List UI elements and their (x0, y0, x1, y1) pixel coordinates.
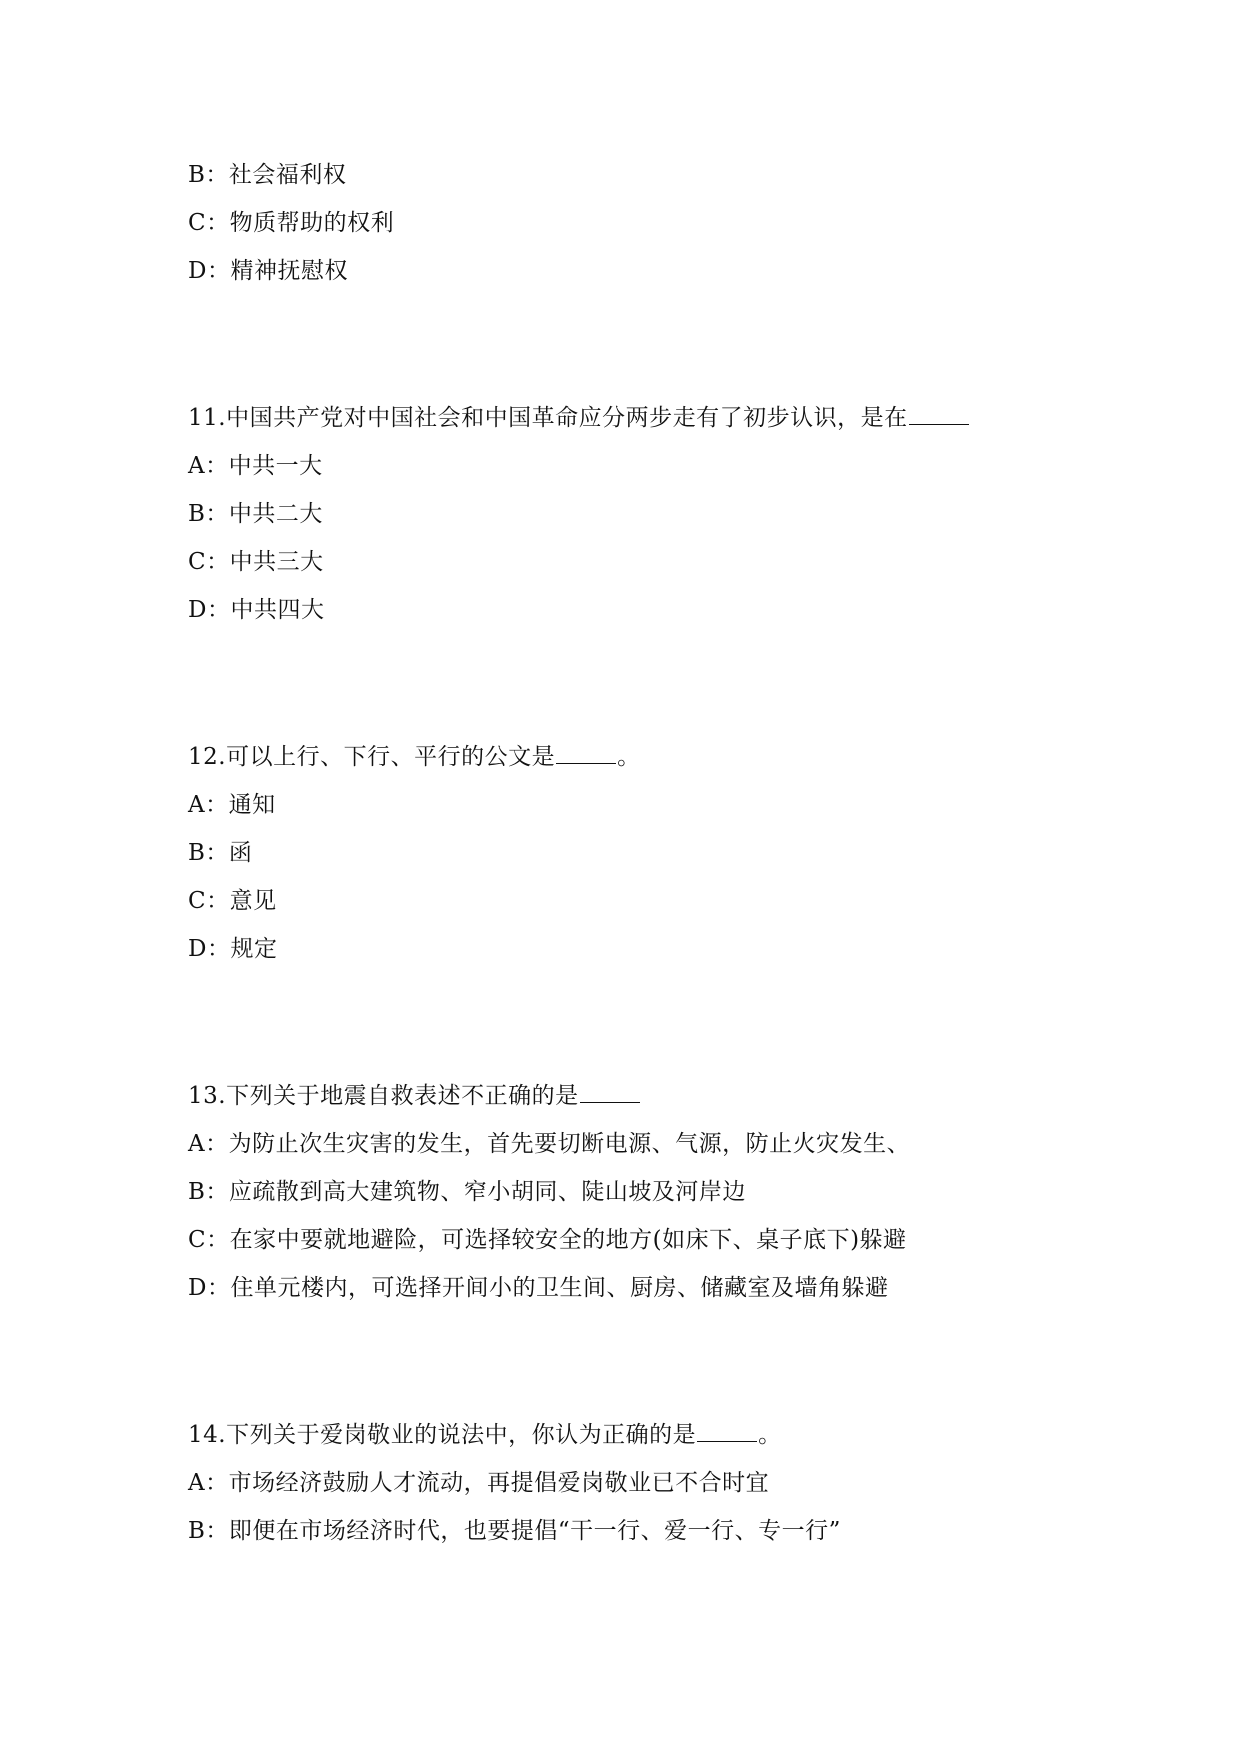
q14-option-a: A：市场经济鼓励人才流动，再提倡爱岗敬业已不合时宜 (188, 1470, 770, 1496)
q10-option-c: C：物质帮助的权利 (188, 210, 395, 236)
q12-option-c: C：意见 (188, 888, 277, 914)
q12-option-b: B：函 (188, 840, 253, 866)
q13-option-c: C：在家中要就地避险，可选择较安全的地方(如床下、桌子底下)躲避 (188, 1227, 907, 1253)
q11-option-b: B：中共二大 (188, 501, 323, 527)
q12-option-d: D：规定 (188, 936, 278, 962)
q13-option-d: D：住单元楼内，可选择开间小的卫生间、厨房、储藏室及墙角躲避 (188, 1275, 889, 1301)
q10-option-d: D：精神抚慰权 (188, 258, 348, 284)
q13-option-b: B：应疏散到高大建筑物、窄小胡同、陡山坡及河岸边 (188, 1179, 746, 1205)
answer-blank (909, 404, 969, 425)
q11-stem: 11.中国共产党对中国社会和中国革命应分两步走有了初步认识，是在 (188, 403, 970, 433)
q14-stem: 14.下列关于爱岗敬业的说法中，你认为正确的是 。 (188, 1422, 782, 1448)
q14-option-b: B：即便在市场经济时代，也要提倡“干一行、爱一行、专一行” (188, 1518, 841, 1544)
q12-stem: 12.可以上行、下行、平行的公文是 。 (188, 744, 641, 770)
answer-blank (697, 1421, 757, 1442)
answer-blank (556, 743, 616, 764)
q13-option-a: A：为防止次生灾害的发生，首先要切断电源、气源，防止火灾发生、 (188, 1131, 911, 1157)
q10-option-b: B：社会福利权 (188, 162, 347, 188)
q11-option-a: A：中共一大 (188, 453, 323, 479)
q11-option-c: C：中共三大 (188, 549, 324, 575)
q13-stem: 13.下列关于地震自救表述不正确的是 (188, 1081, 641, 1111)
q12-option-a: A：通知 (188, 792, 276, 818)
answer-blank (580, 1082, 640, 1103)
q11-option-d: D：中共四大 (188, 597, 325, 623)
